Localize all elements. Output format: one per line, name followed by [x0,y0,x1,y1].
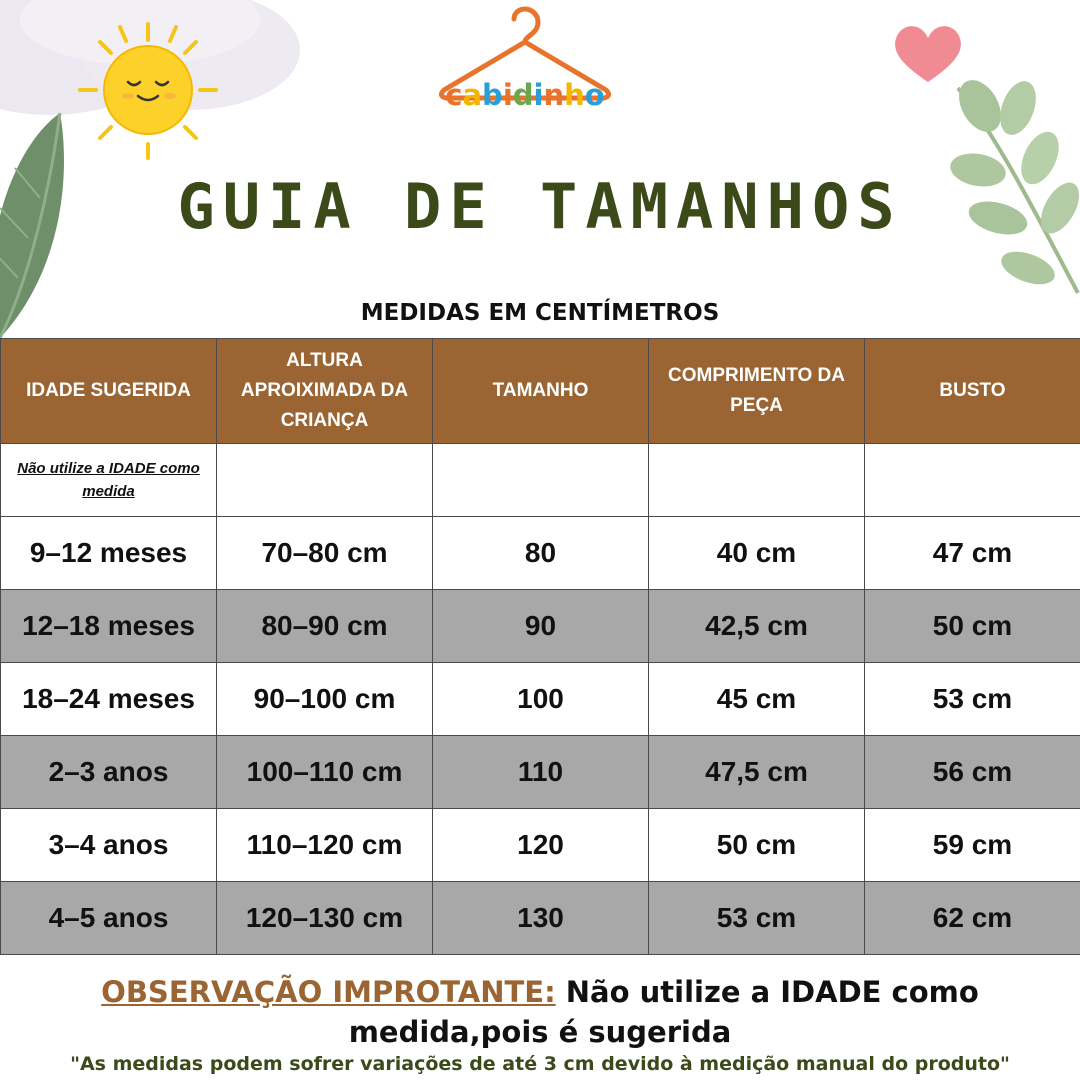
brand-letter: d [512,78,534,112]
empty-cell [433,444,649,517]
table-row [1,736,1080,809]
note-cell: Não utilize a IDADE como medida [1,444,217,517]
column-header: IDADE SUGERIDA [1,339,217,444]
brand-letter: h [564,78,585,112]
table-cell: 90–100 cm [217,663,433,736]
table-cell: 2–3 anos [1,736,217,809]
table-cell: 45 cm [649,663,865,736]
table-cell: 18–24 meses [1,663,217,736]
observation-text: Não utilize a IDADE como medida,pois é sugerida [348,975,979,1049]
table-row [1,517,1080,590]
brand-letter: i [502,78,513,112]
table-row [1,809,1080,882]
page-title: GUIA DE TAMANHOS [177,170,903,243]
table-body [1,444,1080,955]
column-header: BUSTO [865,339,1080,444]
page-subtitle: MEDIDAS EM CENTÍMETROS [360,300,720,326]
size-table [0,338,1080,955]
disclaimer: "As medidas podem sofrer variações de até 3 cm devido à medição manual do produto" [70,1053,1010,1075]
table-cell: 80 [433,517,649,590]
brand-letter: b [482,78,503,112]
table-cell: 42,5 cm [649,590,865,663]
table-row [1,663,1080,736]
table-cell: 53 cm [649,882,865,955]
table-cell: 62 cm [865,882,1080,955]
table-cell: 100–110 cm [217,736,433,809]
column-header: TAMANHO [433,339,649,444]
table-header-row [1,339,1080,444]
brand-letter: n [543,78,565,112]
brand-letter: a [462,78,483,112]
table-cell: 12–18 meses [1,590,217,663]
table-cell: 100 [433,663,649,736]
table-cell: 120–130 cm [217,882,433,955]
table-cell: 9–12 meses [1,517,217,590]
brand-name [430,78,620,112]
table-cell: 53 cm [865,663,1080,736]
table-cell: 50 cm [649,809,865,882]
table-cell: 130 [433,882,649,955]
empty-cell [649,444,865,517]
empty-cell [865,444,1080,517]
table-cell: 40 cm [649,517,865,590]
table-cell: 110 [433,736,649,809]
note-row [1,444,1080,517]
column-header: ALTURA APROIXIMADA DA CRIANÇA [217,339,433,444]
table-cell: 70–80 cm [217,517,433,590]
table-cell: 80–90 cm [217,590,433,663]
table-cell: 50 cm [865,590,1080,663]
brand-logo [430,6,620,116]
table-row [1,590,1080,663]
observation-label: OBSERVAÇÃO IMPROTANTE: [101,975,556,1009]
table-cell: 90 [433,590,649,663]
brand-letter: o [584,78,605,112]
table-cell: 4–5 anos [1,882,217,955]
table-cell: 120 [433,809,649,882]
table-cell: 47 cm [865,517,1080,590]
table-cell: 56 cm [865,736,1080,809]
table-cell: 110–120 cm [217,809,433,882]
column-header: COMPRIMENTO DA PEÇA [649,339,865,444]
sun-icon [78,22,218,162]
table-row [1,882,1080,955]
table-cell: 3–4 anos [1,809,217,882]
empty-cell [217,444,433,517]
table-cell: 59 cm [865,809,1080,882]
table-cell: 47,5 cm [649,736,865,809]
observation [0,972,1080,1052]
brand-letter: i [533,78,544,112]
brand-letter: c [445,78,463,112]
